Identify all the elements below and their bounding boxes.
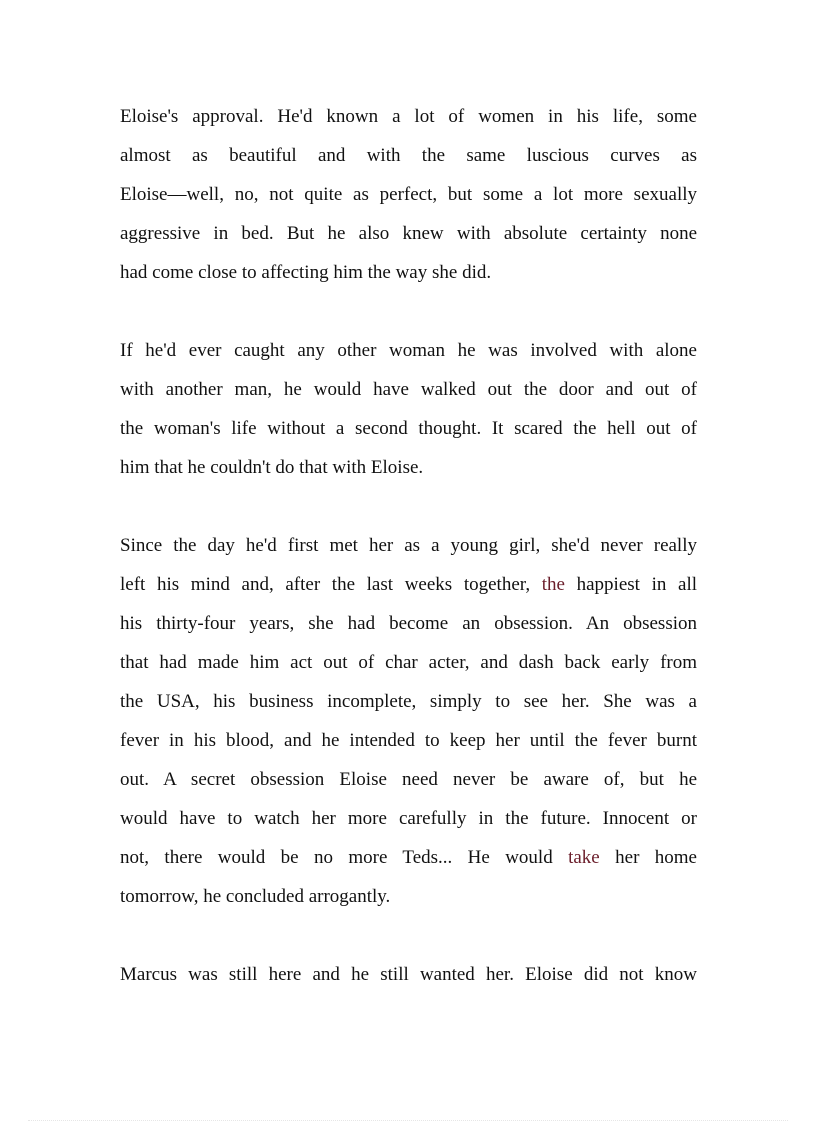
text-line	[120, 565, 697, 604]
text-line: would have to watch her more carefully in the future. Innocent or	[120, 808, 697, 829]
text-line: his thirty-four years, she had become an obsession. An obsession	[120, 613, 697, 634]
text-line: tomorrow, he concluded arrogantly.	[120, 886, 391, 907]
text-line: Eloise—well, no, not quite as perfect, but some a lot more sexually	[120, 184, 697, 205]
text-line: almost as beautiful and with the same luscious curves as	[120, 145, 697, 166]
text-line: that had made him act out of char acter, and dash back early from	[120, 652, 697, 673]
page-bottom-edge	[28, 1120, 788, 1121]
highlighted-word: take	[568, 847, 600, 868]
paragraph-spacer	[120, 292, 697, 331]
text-run: her home	[599, 847, 697, 868]
text-line: Marcus was still here and he still wanted her. Eloise did not know	[120, 964, 697, 985]
text-line: had come close to affecting him the way she did.	[120, 262, 492, 283]
text-line: the woman's life without a second thought. It scared the hell out of	[120, 418, 697, 439]
text-run: left his mind and, after the last weeks together,	[120, 574, 542, 595]
text-line: aggressive in bed. But he also knew with absolute certainty none	[120, 223, 697, 244]
text-run: happiest in all	[564, 574, 697, 595]
text-line: Eloise's approval. He'd known a lot of women in his life, some	[120, 106, 697, 127]
paragraph-3	[120, 526, 697, 916]
paragraph-4	[120, 955, 697, 994]
text-line: fever in his blood, and he intended to keep her until the fever burnt	[120, 730, 697, 751]
text-line: Since the day he'd first met her as a young girl, she'd never really	[120, 535, 697, 556]
paragraph-2	[120, 331, 697, 487]
text-line	[120, 838, 697, 877]
text-line: him that he couldn't do that with Eloise.	[120, 457, 424, 478]
text-line: with another man, he would have walked out the door and out of	[120, 379, 697, 400]
text-line: out. A secret obsession Eloise need never be aware of, but he	[120, 769, 697, 790]
paragraph-1	[120, 97, 697, 292]
paragraph-spacer	[120, 487, 697, 526]
paragraph-spacer	[120, 916, 697, 955]
text-run: not, there would be no more Teds... He would	[120, 847, 569, 868]
text-line: the USA, his business incomplete, simply to see her. She was a	[120, 691, 697, 712]
highlighted-word: the	[541, 574, 565, 595]
text-line: If he'd ever caught any other woman he was involved with alone	[120, 340, 697, 361]
body-text	[120, 97, 697, 994]
